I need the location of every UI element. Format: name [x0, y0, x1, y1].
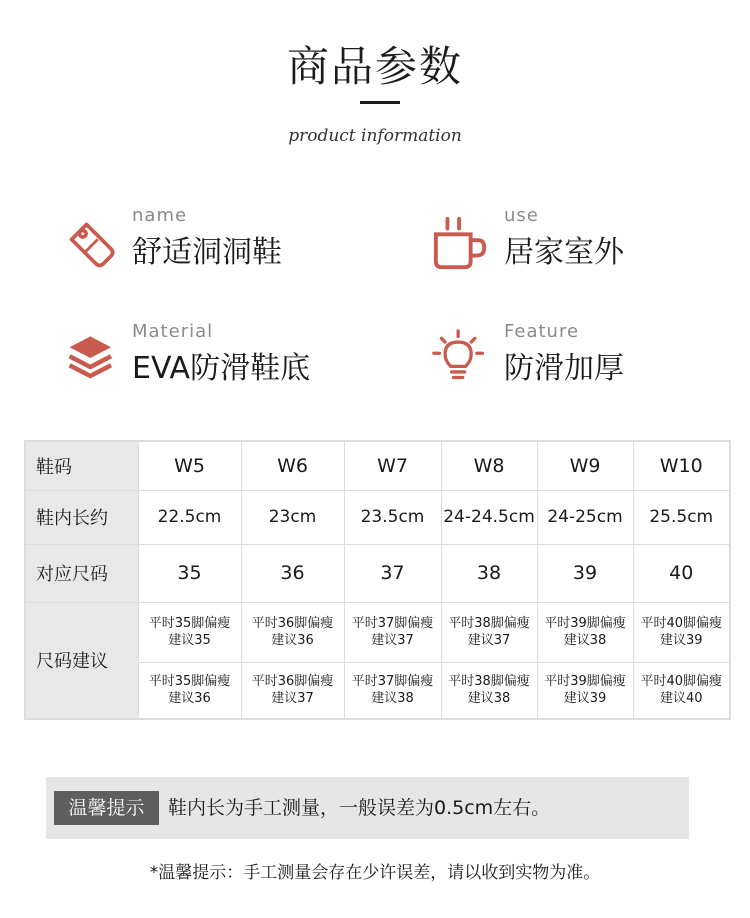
table-row: [25, 490, 730, 544]
length-cell: 24-25cm: [537, 490, 633, 544]
eu-cell: 37: [344, 544, 441, 602]
advice-cell: 平时35脚偏瘦 建议35: [138, 602, 241, 662]
size-cell: W6: [241, 441, 344, 490]
eu-cell: 36: [241, 544, 344, 602]
size-cell: W9: [537, 441, 633, 490]
advice-cell: 平时38脚偏瘦 建议38: [441, 662, 537, 719]
feature-value: EVA防滑鞋底: [132, 351, 311, 386]
feature-value: 防滑加厚: [504, 351, 624, 386]
length-cell: 22.5cm: [138, 490, 241, 544]
size-cell: W10: [633, 441, 730, 490]
feature-value: 舒适洞洞鞋: [132, 235, 282, 270]
size-table: [24, 440, 731, 720]
eu-cell: 39: [537, 544, 633, 602]
advice-cell: 平时39脚偏瘦 建议39: [537, 662, 633, 719]
advice-cell: 平时40脚偏瘦 建议40: [633, 662, 730, 719]
feature-label: Feature: [504, 321, 580, 342]
size-cell: W5: [138, 441, 241, 490]
advice-cell: 平时40脚偏瘦 建议39: [633, 602, 730, 662]
feature-name: [66, 205, 386, 285]
page-title: 商品参数: [286, 42, 463, 91]
advice-cell: 平时37脚偏瘦 建议38: [344, 662, 441, 719]
advice-cell: 平时39脚偏瘦 建议38: [537, 602, 633, 662]
advice-cell: 平时38脚偏瘦 建议37: [441, 602, 537, 662]
feature-feature: [432, 321, 750, 401]
size-cell: W8: [441, 441, 537, 490]
layers-icon: [66, 331, 120, 385]
length-cell: 23.5cm: [344, 490, 441, 544]
row-header-advice: 尺码建议: [25, 602, 138, 719]
footnote: *温馨提示：手工测量会存在少许误差，请以收到实物为准。: [149, 863, 601, 883]
row-header-size: 鞋码: [25, 441, 138, 490]
row-header-length: 鞋内长约: [25, 490, 138, 544]
advice-cell: 平时37脚偏瘦 建议37: [344, 602, 441, 662]
table-row: [25, 441, 730, 490]
feature-label: use: [504, 205, 539, 226]
length-cell: 25.5cm: [633, 490, 730, 544]
notice-bar: [46, 777, 689, 839]
length-cell: 24-24.5cm: [441, 490, 537, 544]
advice-cell: 平时36脚偏瘦 建议37: [241, 662, 344, 719]
advice-cell: 平时35脚偏瘦 建议36: [138, 662, 241, 719]
tag-icon: [66, 217, 122, 273]
cup-icon: [432, 215, 490, 273]
feature-material: [66, 321, 386, 401]
feature-value: 居家室外: [504, 235, 624, 270]
feature-label: Material: [132, 321, 214, 342]
page-subtitle: product information: [288, 126, 462, 146]
eu-cell: 38: [441, 544, 537, 602]
table-row: [25, 544, 730, 602]
row-header-eu: 对应尺码: [25, 544, 138, 602]
lightbulb-icon: [432, 329, 488, 385]
table-row: [25, 602, 730, 662]
feature-label: name: [132, 205, 188, 226]
eu-cell: 40: [633, 544, 730, 602]
feature-use: [432, 205, 750, 285]
notice-message: 鞋内长为手工测量，一般误差为0.5cm左右。: [168, 797, 551, 819]
notice-tag: 温馨提示: [54, 791, 159, 825]
length-cell: 23cm: [241, 490, 344, 544]
eu-cell: 35: [138, 544, 241, 602]
size-cell: W7: [344, 441, 441, 490]
title-divider: [360, 101, 400, 104]
advice-cell: 平时36脚偏瘦 建议36: [241, 602, 344, 662]
